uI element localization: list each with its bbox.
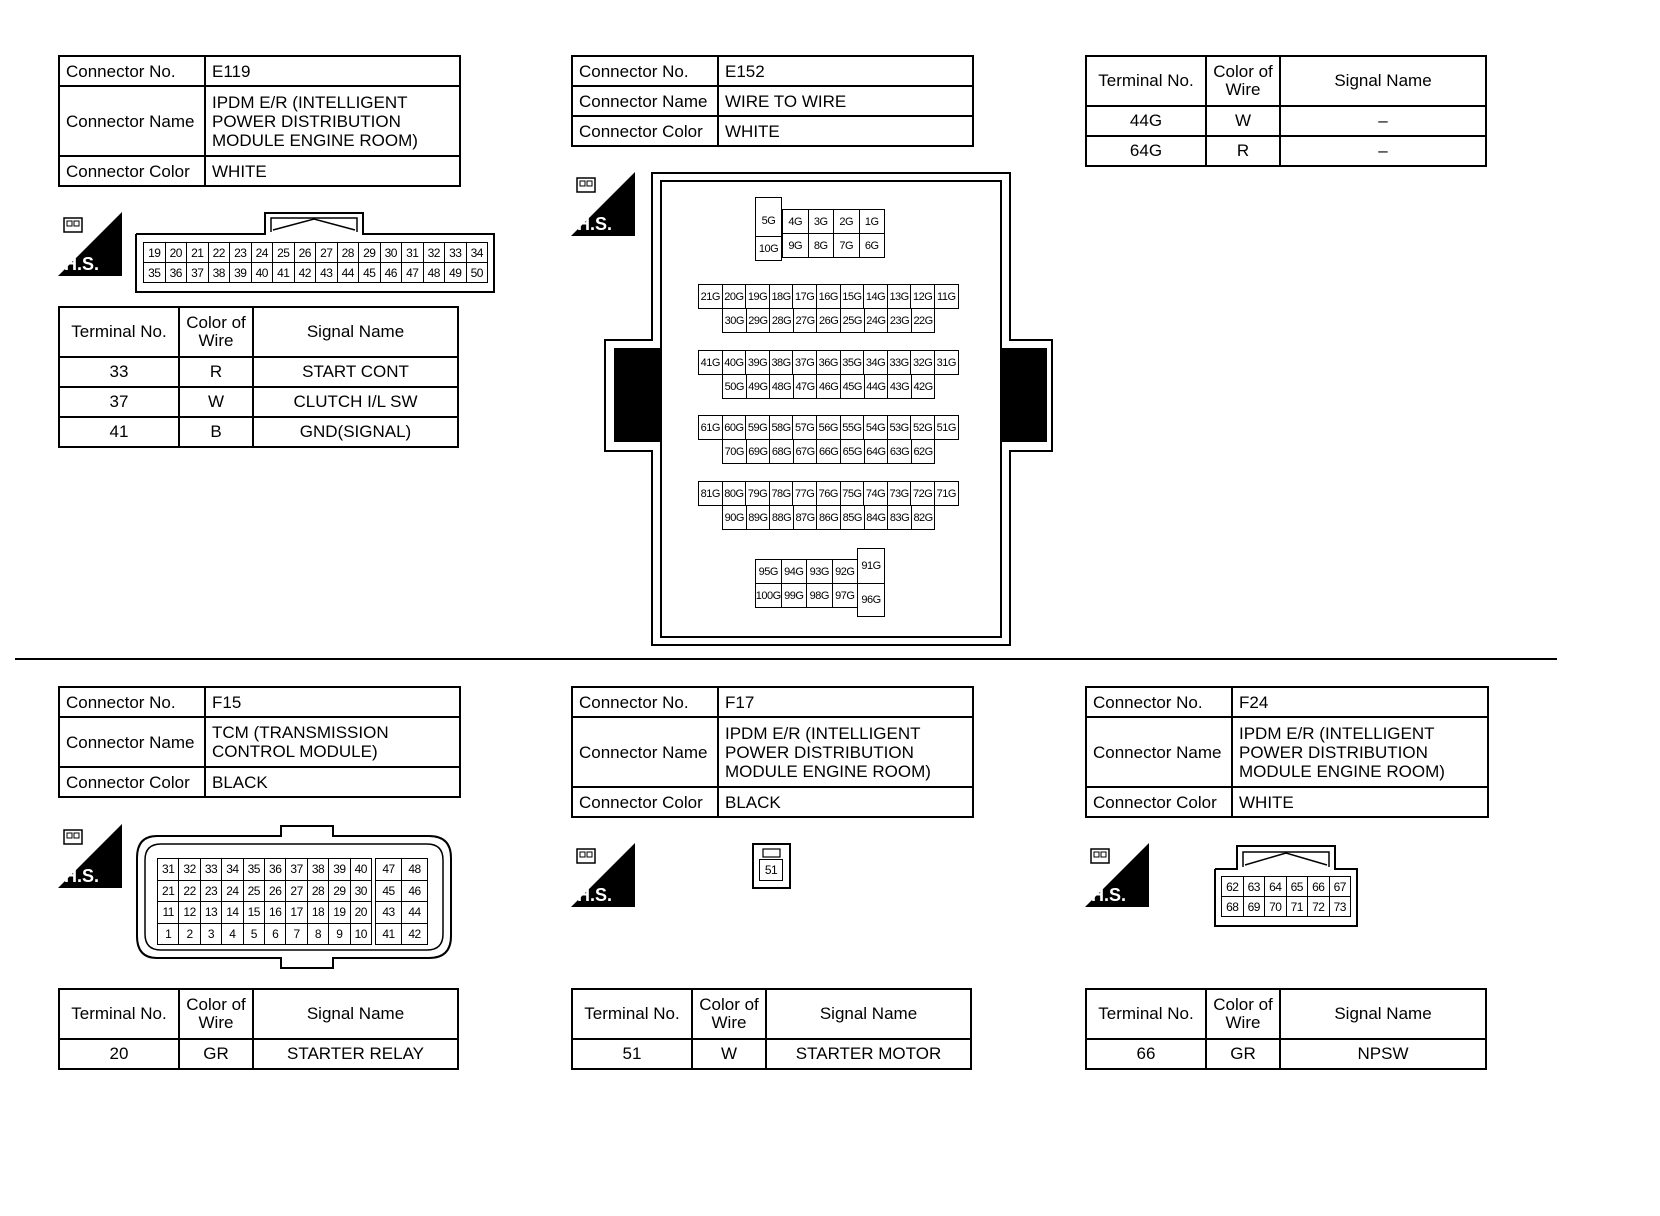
connector-color-label: Connector Color: [59, 156, 205, 186]
pin-cell: 66: [1307, 876, 1330, 897]
pin-cell: 17: [285, 901, 307, 924]
pin-cell: 8G: [808, 233, 835, 258]
color-of-wire-header: Color of Wire: [1206, 56, 1280, 106]
pin-cell: 75G: [840, 481, 865, 506]
pin-cell: 30G: [722, 308, 747, 333]
connector-color-label: Connector Color: [572, 787, 718, 817]
hs-label: H.S.: [577, 885, 613, 905]
table-row: [572, 1039, 971, 1069]
pin-cell: 22: [178, 880, 200, 903]
pin-cell: 44G: [864, 374, 889, 399]
connector-no-value: F24: [1232, 687, 1488, 717]
pin-cell: 35: [243, 858, 265, 881]
pin-cell: 17G: [792, 284, 817, 309]
pin-cell: 31G: [934, 350, 959, 375]
pin-cell: 71: [1286, 896, 1309, 917]
pin-cell: 79G: [745, 481, 770, 506]
terminal-no-cell: 20: [59, 1039, 179, 1069]
pin-cell: 44: [401, 901, 428, 924]
table-row: [1086, 136, 1486, 166]
e152-info-table: [571, 55, 974, 147]
pin-cell: 8: [307, 923, 329, 946]
connector-name-label: Connector Name: [59, 86, 205, 156]
pin-cell: 26G: [816, 308, 841, 333]
pin-cell: 25: [243, 880, 265, 903]
pin-cell: 62: [1221, 876, 1244, 897]
hs-label: H.S.: [64, 866, 100, 886]
pin-cell: 73: [1329, 896, 1352, 917]
pin-cell: 20: [350, 901, 372, 924]
pin-cell: 32: [423, 242, 446, 263]
pin-cell: 45: [358, 262, 381, 283]
signal-name-header: Signal Name: [766, 989, 971, 1039]
pin-cell: 26: [294, 242, 317, 263]
pin-cell: 29G: [746, 308, 771, 333]
pin-cell: 49: [444, 262, 467, 283]
connector-name-label: Connector Name: [1086, 717, 1232, 787]
color-of-wire-header: Color of Wire: [179, 307, 253, 357]
pin-cell: 65: [1286, 876, 1309, 897]
pin-cell: 37: [186, 262, 209, 283]
pin-cell: 100G: [755, 583, 782, 608]
terminal-no-header: Terminal No.: [59, 989, 179, 1039]
pin-cell: 21: [157, 880, 179, 903]
connector-name-label: Connector Name: [59, 717, 205, 767]
pin-cell: 97G: [832, 583, 859, 608]
terminal-no-cell: 33: [59, 357, 179, 387]
pin-cell: 68G: [769, 439, 794, 464]
pin-cell: 18G: [769, 284, 794, 309]
terminal-no-header: Terminal No.: [59, 307, 179, 357]
pin-cell: 23G: [887, 308, 912, 333]
pin-cell: 60G: [722, 415, 747, 440]
connector-color-label: Connector Color: [1086, 787, 1232, 817]
pin-cell: 5: [243, 923, 265, 946]
pin-cell: 15: [243, 901, 265, 924]
pin-cell: 40: [251, 262, 274, 283]
pin-cell: 72: [1307, 896, 1330, 917]
pin-cell: 39G: [745, 350, 770, 375]
terminal-no-header: Terminal No.: [572, 989, 692, 1039]
connector-no-label: Connector No.: [1086, 687, 1232, 717]
table-row: [59, 387, 458, 417]
color-of-wire-header: Color of Wire: [692, 989, 766, 1039]
pin-cell: 82G: [911, 505, 936, 530]
pin-cell: 40G: [722, 350, 747, 375]
connector-no-label: Connector No.: [59, 687, 205, 717]
pin-cell: 32G: [910, 350, 935, 375]
pin-cell: 9: [328, 923, 350, 946]
pin-cell: 3: [200, 923, 222, 946]
pin-cell: 65G: [840, 439, 865, 464]
terminal-no-header: Terminal No.: [1086, 989, 1206, 1039]
pin-cell: 7: [285, 923, 307, 946]
pin-cell: 7G: [833, 233, 860, 258]
pin-cell: 46: [401, 880, 428, 903]
pin-cell: 9G: [782, 233, 809, 258]
connector-color-value: WHITE: [718, 116, 973, 146]
pin-cell: 89G: [746, 505, 771, 530]
connector-no-label: Connector No.: [59, 56, 205, 86]
hs-label: H.S.: [577, 214, 613, 234]
pin-cell: 2G: [833, 209, 860, 234]
pin-cell: 41G: [698, 350, 723, 375]
pin-cell: 42: [294, 262, 317, 283]
pin-cell: 94G: [781, 559, 808, 584]
terminal-no-cell: 37: [59, 387, 179, 417]
pin-cell: 21: [186, 242, 209, 263]
pin-cell: 35: [143, 262, 166, 283]
pin-cell: 42G: [911, 374, 936, 399]
wire-color-cell: W: [692, 1039, 766, 1069]
pin-cell: 38: [208, 262, 231, 283]
pin-cell: 48G: [769, 374, 794, 399]
connector-no-value: E119: [205, 56, 460, 86]
pin-cell: 56G: [816, 415, 841, 440]
e119-info-table: [58, 55, 461, 187]
pin-cell: 67G: [793, 439, 818, 464]
pin-cell: 36: [165, 262, 188, 283]
table-row: [1086, 1039, 1486, 1069]
pin-cell: 32: [178, 858, 200, 881]
connector-no-label: Connector No.: [572, 687, 718, 717]
pin-cell: 92G: [832, 559, 859, 584]
pin-cell: 6: [264, 923, 286, 946]
pin-cell: 35G: [840, 350, 865, 375]
connector-name-value: IPDM E/R (INTELLIGENT POWER DISTRIBUTION MODULE ENGINE ROOM): [1232, 717, 1488, 787]
pin-cell: 67: [1329, 876, 1352, 897]
pin-cell: 47: [401, 262, 424, 283]
pin-cell: 28: [337, 242, 360, 263]
f17-info-table: [571, 686, 974, 818]
pin-cell: 24: [221, 880, 243, 903]
pin-cell: 66G: [816, 439, 841, 464]
connector-name-value: IPDM E/R (INTELLIGENT POWER DISTRIBUTION MODULE ENGINE ROOM): [205, 86, 460, 156]
pin-cell: 13: [200, 901, 222, 924]
table-row: [59, 357, 458, 387]
hs-icon: [1085, 843, 1149, 907]
pin-cell: 19G: [745, 284, 770, 309]
pin-cell: 23: [200, 880, 222, 903]
connector-no-value: E152: [718, 56, 973, 86]
table-row: [59, 1039, 458, 1069]
pin-cell: 88G: [769, 505, 794, 530]
pin-cell: 90G: [722, 505, 747, 530]
connector-color-value: WHITE: [205, 156, 460, 186]
pin-cell: 20: [165, 242, 188, 263]
pin-cell: 27: [315, 242, 338, 263]
terminal-no-header: Terminal No.: [1086, 56, 1206, 106]
pin-cell: 99G: [781, 583, 808, 608]
pin-cell: 16: [264, 901, 286, 924]
pin-cell: 51G: [934, 415, 959, 440]
pin-cell: 33: [444, 242, 467, 263]
connector-name-value: IPDM E/R (INTELLIGENT POWER DISTRIBUTION MODULE ENGINE ROOM): [718, 717, 973, 787]
pin-cell: 98G: [806, 583, 833, 608]
pin-cell: 10G: [755, 236, 782, 261]
pin-cell: 72G: [910, 481, 935, 506]
pin-cell: 38: [307, 858, 329, 881]
pin-cell: 4: [221, 923, 243, 946]
pin-cell: 50G: [722, 374, 747, 399]
connector-color-label: Connector Color: [572, 116, 718, 146]
pin-cell: 11G: [934, 284, 959, 309]
pin-cell: 85G: [840, 505, 865, 530]
pin-cell: 54G: [863, 415, 888, 440]
pin-cell: 21G: [698, 284, 723, 309]
pin-cell: 78G: [769, 481, 794, 506]
pin-cell: 61G: [698, 415, 723, 440]
signal-name-cell: STARTER MOTOR: [766, 1039, 971, 1069]
pin-cell: 74G: [863, 481, 888, 506]
pin-cell: 45: [375, 880, 402, 903]
pin-cell: 39: [229, 262, 252, 283]
signal-name-cell: GND(SIGNAL): [253, 417, 458, 447]
f17-terminal-table: [571, 988, 972, 1070]
signal-name-header: Signal Name: [253, 307, 458, 357]
pin-cell: 39: [328, 858, 350, 881]
pin-cell: 33G: [887, 350, 912, 375]
connector-no-value: F17: [718, 687, 973, 717]
pin-cell: 57G: [792, 415, 817, 440]
pin-cell: 47: [375, 858, 402, 881]
connector-color-value: BLACK: [718, 787, 973, 817]
pin-cell: 81G: [698, 481, 723, 506]
pin-cell: 62G: [911, 439, 936, 464]
pin-cell: 46: [380, 262, 403, 283]
signal-name-cell: –: [1280, 136, 1486, 166]
pin-cell: 34G: [863, 350, 888, 375]
connector-color-value: BLACK: [205, 767, 460, 797]
connector-name-value: WIRE TO WIRE: [718, 86, 973, 116]
connector-no-label: Connector No.: [572, 56, 718, 86]
pin-cell: 46G: [816, 374, 841, 399]
pin-cell: 31: [157, 858, 179, 881]
pin-cell: 77G: [792, 481, 817, 506]
pin-cell: 70: [1264, 896, 1287, 917]
pin-cell: 11: [157, 901, 179, 924]
pin-cell: 28: [307, 880, 329, 903]
signal-name-cell: STARTER RELAY: [253, 1039, 458, 1069]
f15-terminal-table: [58, 988, 459, 1070]
pin-cell: 27G: [793, 308, 818, 333]
pin-cell: 41: [375, 923, 402, 946]
connector-name-label: Connector Name: [572, 717, 718, 787]
pin-cell: 23: [229, 242, 252, 263]
f15-info-table: [58, 686, 461, 798]
pin-cell: 24G: [864, 308, 889, 333]
table-row: [1086, 106, 1486, 136]
pin-cell: 30: [350, 880, 372, 903]
pin-cell: 64G: [864, 439, 889, 464]
pin-cell: 95G: [755, 559, 782, 584]
wire-color-cell: W: [179, 387, 253, 417]
wire-color-cell: B: [179, 417, 253, 447]
pin-cell: 26: [264, 880, 286, 903]
pin-cell: 42: [401, 923, 428, 946]
pin-cell: 64: [1264, 876, 1287, 897]
pin-cell: 36G: [816, 350, 841, 375]
pin-cell: 49G: [746, 374, 771, 399]
e152-terminal-table: [1085, 55, 1487, 167]
pin-cell: 38G: [769, 350, 794, 375]
wire-color-cell: GR: [179, 1039, 253, 1069]
f24-terminal-table: [1085, 988, 1487, 1070]
connector-color-value: WHITE: [1232, 787, 1488, 817]
pin-cell: 40: [350, 858, 372, 881]
color-of-wire-header: Color of Wire: [1206, 989, 1280, 1039]
pin-cell: 12G: [910, 284, 935, 309]
pin-cell: 18: [307, 901, 329, 924]
pin-cell: 44: [337, 262, 360, 283]
wire-color-cell: GR: [1206, 1039, 1280, 1069]
f17-pin: 51: [759, 859, 783, 881]
pin-cell: 91G: [857, 548, 885, 584]
pin-cell: 25: [272, 242, 295, 263]
pin-cell: 12: [178, 901, 200, 924]
pin-cell: 76G: [816, 481, 841, 506]
pin-cell: 55G: [840, 415, 865, 440]
pin-cell: 84G: [864, 505, 889, 530]
pin-cell: 22G: [911, 308, 936, 333]
signal-name-header: Signal Name: [1280, 989, 1486, 1039]
pin-cell: 52G: [910, 415, 935, 440]
pin-cell: 1: [157, 923, 179, 946]
signal-name-cell: –: [1280, 106, 1486, 136]
hs-icon: [571, 843, 635, 907]
pin-cell: 45G: [840, 374, 865, 399]
pin-cell: 1G: [859, 209, 886, 234]
pin-cell: 19: [143, 242, 166, 263]
pin-cell: 36: [264, 858, 286, 881]
pin-cell: 10: [350, 923, 372, 946]
pin-cell: 80G: [722, 481, 747, 506]
pin-cell: 71G: [934, 481, 959, 506]
connector-no-value: F15: [205, 687, 460, 717]
pin-cell: 5G: [755, 197, 782, 245]
pin-cell: 14: [221, 901, 243, 924]
pin-cell: 96G: [857, 583, 885, 617]
signal-name-cell: NPSW: [1280, 1039, 1486, 1069]
pin-cell: 48: [423, 262, 446, 283]
pin-cell: 28G: [769, 308, 794, 333]
pin-cell: 93G: [806, 559, 833, 584]
signal-name-cell: CLUTCH I/L SW: [253, 387, 458, 417]
pin-cell: 29: [328, 880, 350, 903]
pin-cell: 33: [200, 858, 222, 881]
pin-cell: 37: [285, 858, 307, 881]
pin-cell: 73G: [887, 481, 912, 506]
pin-cell: 16G: [816, 284, 841, 309]
hs-label: H.S.: [1091, 885, 1127, 905]
wire-color-cell: W: [1206, 106, 1280, 136]
pin-cell: 4G: [782, 209, 809, 234]
terminal-no-cell: 44G: [1086, 106, 1206, 136]
pin-cell: 83G: [887, 505, 912, 530]
pin-cell: 31: [401, 242, 424, 263]
table-row: [59, 417, 458, 447]
pin-cell: 29: [358, 242, 381, 263]
terminal-no-cell: 66: [1086, 1039, 1206, 1069]
pin-cell: 47G: [793, 374, 818, 399]
pin-cell: 14G: [863, 284, 888, 309]
pin-cell: 70G: [722, 439, 747, 464]
pin-cell: 30: [380, 242, 403, 263]
pin-cell: 6G: [859, 233, 886, 258]
pin-cell: 37G: [792, 350, 817, 375]
terminal-no-cell: 64G: [1086, 136, 1206, 166]
pin-cell: 2: [178, 923, 200, 946]
pin-cell: 87G: [793, 505, 818, 530]
pin-cell: 19: [328, 901, 350, 924]
pin-cell: 34: [466, 242, 489, 263]
pin-cell: 53G: [887, 415, 912, 440]
e119-terminal-table: [58, 306, 459, 448]
pin-cell: 63: [1243, 876, 1266, 897]
pin-cell: 24: [251, 242, 274, 263]
section-divider: [15, 658, 1557, 660]
signal-name-header: Signal Name: [1280, 56, 1486, 106]
terminal-no-cell: 41: [59, 417, 179, 447]
f24-info-table: [1085, 686, 1489, 818]
wire-color-cell: R: [1206, 136, 1280, 166]
pin-cell: 58G: [769, 415, 794, 440]
pin-cell: 50: [466, 262, 489, 283]
hs-icon: [58, 824, 122, 888]
pin-cell: 69G: [746, 439, 771, 464]
pin-cell: 68: [1221, 896, 1244, 917]
color-of-wire-header: Color of Wire: [179, 989, 253, 1039]
pin-cell: 48: [401, 858, 428, 881]
terminal-no-cell: 51: [572, 1039, 692, 1069]
connector-name-value: TCM (TRANSMISSION CONTROL MODULE): [205, 717, 460, 767]
pin-cell: 69: [1243, 896, 1266, 917]
pin-cell: 43: [315, 262, 338, 283]
hs-label: H.S.: [64, 254, 100, 274]
pin-cell: 41: [272, 262, 295, 283]
pin-cell: 63G: [887, 439, 912, 464]
pin-cell: 25G: [840, 308, 865, 333]
pin-cell: 43: [375, 901, 402, 924]
hs-icon: [58, 212, 122, 276]
pin-cell: 86G: [816, 505, 841, 530]
pin-cell: 43G: [887, 374, 912, 399]
pin-cell: 34: [221, 858, 243, 881]
signal-name-cell: START CONT: [253, 357, 458, 387]
wire-color-cell: R: [179, 357, 253, 387]
connector-color-label: Connector Color: [59, 767, 205, 797]
pin-cell: 3G: [808, 209, 835, 234]
pin-cell: 20G: [722, 284, 747, 309]
pin-cell: 22: [208, 242, 231, 263]
signal-name-header: Signal Name: [253, 989, 458, 1039]
pin-cell: 27: [285, 880, 307, 903]
connector-name-label: Connector Name: [572, 86, 718, 116]
pin-cell: 15G: [840, 284, 865, 309]
pin-cell: 13G: [887, 284, 912, 309]
pin-cell: 59G: [745, 415, 770, 440]
